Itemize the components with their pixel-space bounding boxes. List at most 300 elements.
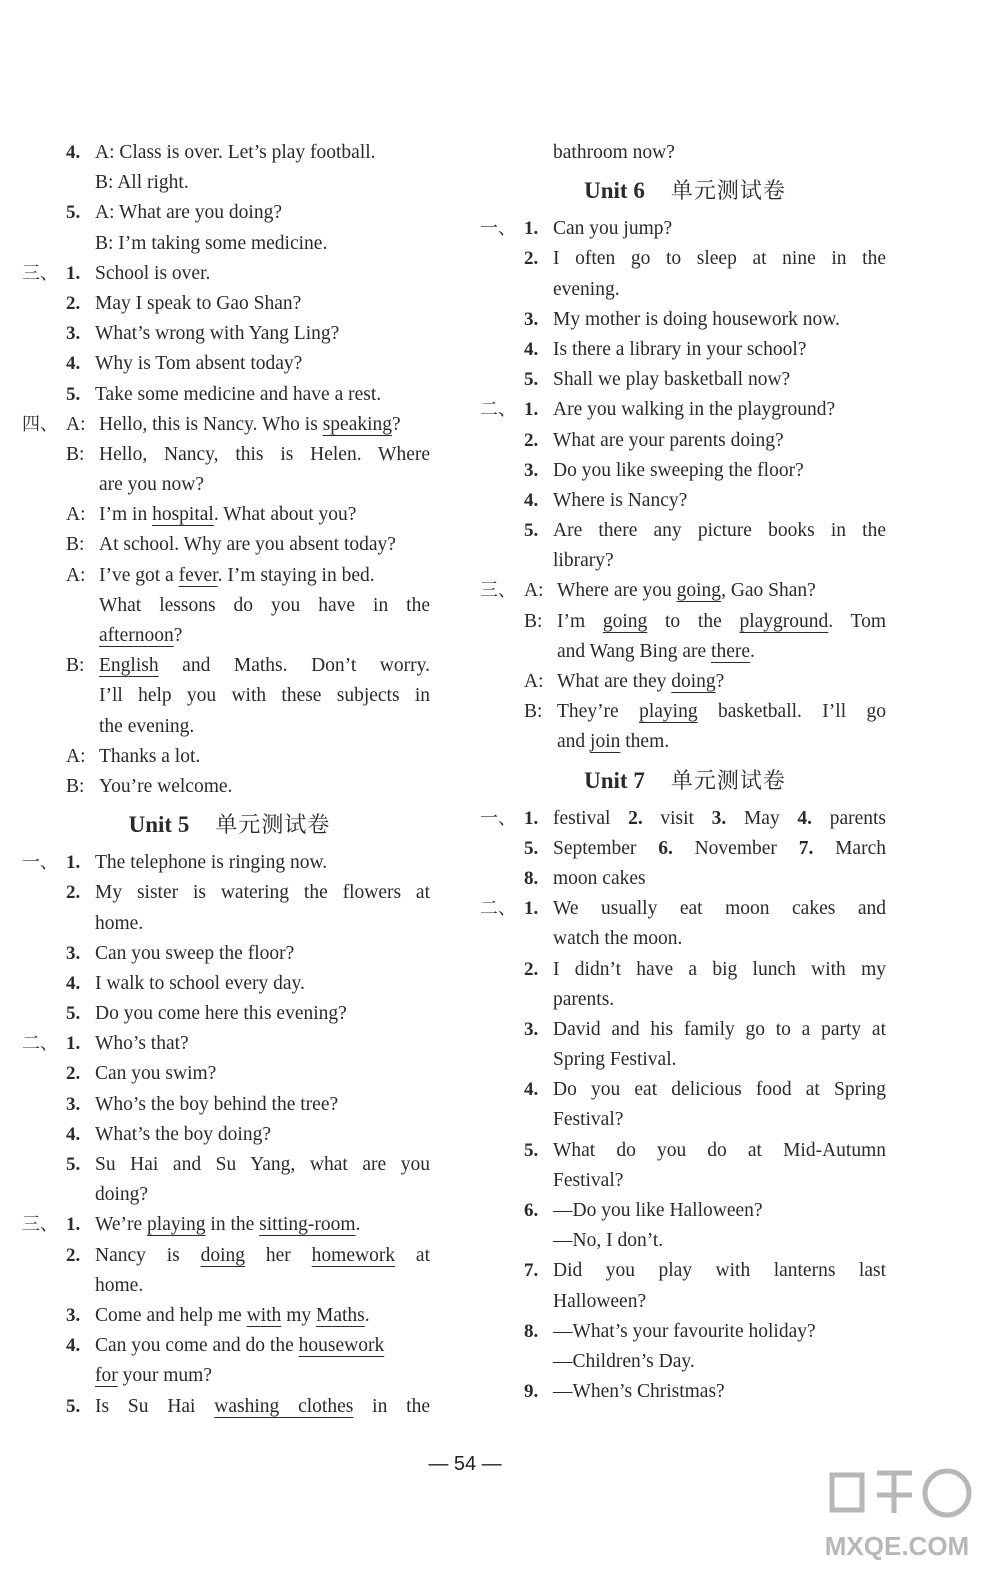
answer-text [95, 289, 301, 319]
answer-line [480, 335, 890, 365]
section-marker: 一、 [480, 807, 516, 829]
answer-text [95, 1392, 430, 1422]
text-fragment: You’re welcome. [99, 775, 233, 797]
answer-text [99, 681, 430, 711]
text-fragment: I walk to school every day. [95, 972, 305, 994]
item-number: 6. [658, 837, 673, 859]
answer-line [480, 426, 890, 456]
answer-line [22, 848, 437, 878]
text-fragment: May [726, 807, 798, 829]
page-number: — 54 — [428, 1453, 502, 1475]
answer-line [22, 1241, 437, 1271]
text-fragment: Can you jump? [553, 218, 673, 240]
answer-text [99, 591, 430, 621]
item-number: 4. [797, 807, 813, 829]
item-number: 6. [524, 1200, 539, 1221]
answer-blank: playing [639, 701, 698, 723]
answer-text [553, 456, 804, 486]
answer-line [22, 500, 437, 530]
answer-line [22, 440, 437, 470]
answer-line [480, 697, 890, 727]
text-fragment: . Tom [828, 610, 886, 632]
answer-line [480, 1015, 890, 1045]
text-fragment: I’ve got a [99, 564, 179, 586]
answer-blank: there [711, 640, 751, 662]
text-fragment: March [813, 837, 886, 859]
answer-text [99, 470, 204, 500]
answer-text [95, 1331, 384, 1361]
answer-line [480, 516, 890, 546]
text-fragment: —Children’s Day. [553, 1350, 695, 1372]
item-number: 1. [66, 262, 81, 284]
text-fragment: . I’m staying in bed. [217, 564, 375, 586]
item-number: 3. [66, 1304, 81, 1326]
text-fragment: We usually eat moon cakes and [553, 898, 886, 920]
answer-text [95, 939, 294, 969]
text-fragment: at [395, 1244, 430, 1266]
answer-line [22, 1271, 437, 1301]
unit-title: Unit 5 [128, 812, 190, 838]
answer-text [95, 1271, 143, 1301]
text-fragment: September [553, 837, 659, 859]
section-marker: 一、 [22, 852, 58, 874]
section-marker: 二、 [22, 1033, 58, 1055]
text-fragment: I’ll help you with these subjects in [99, 685, 430, 707]
answer-line [480, 1136, 890, 1166]
answer-text [553, 275, 620, 305]
text-fragment: I often go to sleep at nine in the [553, 248, 886, 270]
answer-blank: playing [147, 1214, 206, 1236]
text-fragment: parents [812, 807, 886, 829]
answer-text [95, 969, 305, 999]
answer-line [22, 681, 437, 711]
text-fragment: home. [95, 1274, 144, 1296]
item-number: 1. [66, 1214, 81, 1236]
answer-text [553, 426, 784, 456]
answer-line [480, 576, 890, 606]
text-fragment: Do you eat delicious food at Spring [553, 1079, 886, 1101]
watermark-text: MXQE.COM [824, 1531, 970, 1561]
item-number: 5. [66, 1154, 81, 1175]
text-fragment: B: All right. [95, 172, 189, 194]
item-number: 7. [798, 837, 814, 859]
answer-blank: afternoon [99, 625, 174, 646]
answer-line [22, 939, 437, 969]
text-fragment: I didn’t have a big lunch with my [553, 958, 886, 980]
answer-blank: playground [739, 610, 829, 632]
answer-blank: going [602, 610, 648, 632]
answer-line [22, 999, 437, 1029]
answer-blank: doing [671, 671, 716, 692]
item-number: 8. [524, 867, 539, 889]
answer-text [95, 168, 189, 198]
text-fragment: A: Class is over. Let’s play football. [95, 142, 376, 163]
text-fragment: School is over. [95, 262, 211, 284]
answer-text [95, 138, 376, 168]
answer-blank: English [99, 655, 159, 677]
item-number: 2. [524, 429, 539, 451]
speaker-label: A: [66, 504, 86, 526]
answer-line [480, 1166, 890, 1196]
item-number: 2. [628, 807, 643, 829]
answer-line [22, 1210, 437, 1240]
speaker-label: A: [66, 564, 86, 586]
answer-text [95, 848, 327, 878]
answer-text [99, 651, 430, 681]
text-fragment: . [750, 640, 755, 662]
unit-title-cn: 单元测试卷 [670, 179, 786, 205]
answer-line [22, 561, 437, 591]
right-column [480, 138, 890, 1407]
item-number: 5. [66, 1003, 81, 1025]
answer-line [480, 395, 890, 425]
answer-text [553, 486, 687, 516]
answer-text [553, 1196, 763, 1226]
answer-line [480, 365, 890, 395]
text-fragment: Did you play with lanterns last [553, 1260, 886, 1282]
item-number: 1. [66, 852, 81, 874]
answer-text [553, 1226, 663, 1256]
section-marker: 二、 [480, 898, 516, 920]
item-number: 4. [524, 1079, 539, 1101]
section-heading [480, 758, 890, 804]
item-number: 3. [66, 942, 81, 964]
answer-text [99, 440, 430, 470]
text-fragment: evening. [553, 278, 620, 300]
text-fragment: the evening. [99, 715, 195, 737]
unit-title-cn: 单元测试卷 [670, 768, 786, 794]
answer-text [95, 1150, 430, 1180]
item-number: 1. [524, 898, 539, 920]
text-fragment: May I speak to Gao Shan? [95, 292, 302, 314]
text-fragment: At school. Why are you absent today? [99, 534, 396, 556]
text-fragment: ? [392, 413, 401, 435]
answer-blank: Maths [315, 1304, 365, 1326]
answer-text [95, 259, 210, 289]
answer-line [22, 289, 437, 319]
section-marker: 四、 [22, 413, 58, 435]
answer-text [95, 1301, 370, 1331]
item-number: 4. [524, 489, 539, 511]
answer-line [22, 1120, 437, 1150]
answer-text [553, 1045, 677, 1075]
text-fragment: them. [620, 731, 670, 753]
text-fragment: . [364, 1304, 370, 1326]
answer-line [22, 878, 437, 908]
item-number: 3. [66, 323, 81, 345]
answer-line [480, 546, 890, 576]
text-fragment: —Do you like Halloween? [553, 1200, 763, 1221]
answer-text [553, 1105, 623, 1135]
text-fragment: Who’s that? [95, 1033, 189, 1055]
answer-text [99, 712, 194, 742]
text-fragment: bathroom now? [553, 142, 675, 163]
text-fragment: Do you like sweeping the floor? [553, 459, 804, 481]
answer-text [99, 410, 401, 440]
item-number: 2. [66, 882, 81, 904]
answer-blank: for [95, 1365, 118, 1387]
text-fragment: Halloween? [553, 1290, 647, 1312]
answer-text [557, 637, 755, 667]
item-number: 3. [524, 459, 539, 481]
item-number: 4. [66, 1123, 81, 1145]
answer-line [22, 259, 437, 289]
left-column [22, 138, 437, 1422]
answer-text [99, 772, 232, 802]
answer-text [99, 561, 375, 591]
answer-line [480, 1287, 890, 1317]
text-fragment: in the [205, 1214, 260, 1236]
item-number: 9. [524, 1381, 539, 1403]
answer-line [22, 742, 437, 772]
section-heading [480, 168, 890, 214]
answer-line [480, 1317, 890, 1347]
answer-line [22, 1090, 437, 1120]
answer-text [553, 214, 672, 244]
text-fragment: home. [95, 912, 144, 934]
answer-line [480, 864, 890, 894]
answer-text [553, 1347, 695, 1377]
answer-line [480, 305, 890, 335]
answer-text [553, 1166, 623, 1196]
answer-line [480, 1377, 890, 1407]
text-fragment: Do you come here this evening? [95, 1003, 347, 1025]
answer-text [553, 1377, 725, 1407]
section-marker: 三、 [480, 580, 516, 602]
answer-text [553, 365, 790, 395]
answer-blank: washing clothes [214, 1395, 354, 1417]
answer-line [22, 470, 437, 500]
text-fragment: ? [173, 625, 183, 646]
answer-line [22, 909, 437, 939]
answer-line [480, 1347, 890, 1377]
answer-line [480, 138, 890, 168]
section-heading [22, 802, 437, 848]
text-fragment: moon cakes [553, 867, 646, 889]
text-fragment: Why is Tom absent today? [95, 353, 303, 375]
answer-line [22, 1180, 437, 1210]
answer-text [553, 894, 886, 924]
item-number: 3. [711, 807, 727, 829]
item-number: 5. [524, 837, 539, 859]
answer-line [480, 1075, 890, 1105]
answer-text [95, 1361, 212, 1391]
answer-text [553, 804, 886, 834]
item-number: 1. [66, 1033, 81, 1055]
answer-line [480, 834, 890, 864]
answer-text [553, 924, 682, 954]
answer-text [553, 834, 886, 864]
text-fragment: Is there a library in your school? [553, 338, 807, 360]
text-fragment: —When’s Christmas? [553, 1381, 725, 1403]
answer-text [553, 395, 835, 425]
speaker-label: B: [66, 655, 85, 677]
text-fragment: my [281, 1304, 316, 1326]
speaker-label: B: [524, 701, 543, 723]
text-fragment: Can you swim? [95, 1063, 217, 1085]
text-fragment: What are they [557, 671, 672, 692]
answer-line [22, 1301, 437, 1331]
text-fragment: . What about you? [213, 504, 357, 526]
item-number: 5. [66, 202, 81, 224]
speaker-label: A: [524, 580, 544, 602]
item-number: 5. [524, 1139, 539, 1161]
text-fragment: My mother is doing housework now. [553, 308, 840, 330]
answer-text [99, 621, 182, 651]
text-fragment: are you now? [99, 474, 205, 496]
speaker-label: A: [66, 413, 86, 435]
answer-blank: doing [200, 1244, 246, 1266]
answer-text [553, 985, 614, 1015]
answer-line [480, 244, 890, 274]
item-number: 2. [524, 958, 539, 980]
text-fragment: November [672, 837, 799, 859]
text-fragment: and Maths. Don’t worry. [158, 655, 430, 677]
answer-text [95, 1180, 148, 1210]
item-number: 4. [66, 972, 81, 994]
answer-blank: homework [311, 1244, 396, 1266]
answer-text [99, 742, 200, 772]
text-fragment: Festival? [553, 1169, 624, 1191]
text-fragment: B: I’m taking some medicine. [95, 232, 328, 254]
answer-line [22, 1392, 437, 1422]
text-fragment: Where is Nancy? [553, 489, 688, 511]
item-number: 7. [524, 1260, 539, 1282]
text-fragment: We’re [95, 1214, 148, 1236]
text-fragment: Can you come and do the [95, 1335, 299, 1357]
text-fragment: What lessons do you have in the [99, 594, 430, 616]
item-number: 5. [66, 1395, 81, 1417]
text-fragment: and [557, 731, 591, 753]
item-number: 8. [524, 1320, 539, 1342]
text-fragment: parents. [553, 988, 615, 1010]
section-marker: 三、 [22, 1214, 58, 1236]
text-fragment: Festival? [553, 1109, 624, 1131]
answer-line [22, 651, 437, 681]
text-fragment: Where are you [557, 580, 677, 602]
item-number: 2. [66, 1244, 81, 1266]
answer-line [22, 198, 437, 228]
answer-blank: with [246, 1304, 282, 1326]
item-number: 4. [66, 353, 81, 375]
answer-text [95, 909, 143, 939]
answer-line [22, 168, 437, 198]
unit-title: Unit 7 [584, 767, 645, 793]
text-fragment: basketball. I’ll go [697, 701, 886, 723]
item-number: 1. [524, 807, 539, 829]
text-fragment: David and his family go to a party at [553, 1018, 886, 1040]
text-fragment: doing? [95, 1184, 149, 1206]
answer-line [480, 1226, 890, 1256]
item-number: 2. [66, 1063, 81, 1085]
answer-text [553, 516, 886, 546]
answer-line [480, 214, 890, 244]
item-number: 5. [66, 383, 81, 405]
item-number: 5. [524, 520, 539, 542]
item-number: 4. [66, 142, 81, 163]
answer-text [557, 697, 886, 727]
answer-line [22, 229, 437, 259]
text-fragment: watch the moon. [553, 928, 683, 950]
text-fragment: Hello, Nancy, this is Helen. Where [99, 443, 430, 465]
answer-text [553, 1075, 886, 1105]
answer-line [480, 1196, 890, 1226]
answer-blank: hospital [152, 504, 214, 526]
answer-line [22, 1029, 437, 1059]
text-fragment: Is Su Hai [95, 1395, 215, 1417]
answer-text [553, 546, 614, 576]
text-fragment: to the [647, 610, 740, 632]
speaker-label: A: [524, 671, 544, 692]
unit-title: Unit 6 [584, 178, 645, 204]
answer-line [480, 1045, 890, 1075]
item-number: 2. [66, 292, 81, 314]
section-marker: 二、 [480, 399, 516, 421]
section-marker: 一、 [480, 218, 516, 240]
answer-text [553, 1317, 816, 1347]
answer-line [480, 804, 890, 834]
answer-line [22, 621, 437, 651]
answer-line [22, 1059, 437, 1089]
answer-blank: housework [298, 1335, 385, 1357]
answer-text [95, 999, 347, 1029]
answer-line [480, 1105, 890, 1135]
answer-text [95, 1059, 216, 1089]
answer-line [480, 894, 890, 924]
answer-line [22, 1361, 437, 1391]
watermark-logo [812, 1455, 982, 1575]
text-fragment: Take some medicine and have a rest. [95, 383, 382, 405]
answer-line [22, 138, 437, 168]
answer-text [557, 576, 816, 606]
text-fragment: Come and help me [95, 1304, 247, 1326]
answer-text [553, 335, 806, 365]
answer-line [480, 1256, 890, 1286]
item-number: 5. [524, 369, 539, 391]
answer-text [553, 955, 886, 985]
answer-line [22, 410, 437, 440]
text-fragment: her [245, 1244, 312, 1266]
answer-text [553, 1136, 886, 1166]
answer-text [95, 349, 302, 379]
text-fragment: They’re [557, 701, 640, 723]
text-fragment: What are your parents doing? [553, 429, 784, 451]
answer-blank: sitting-room [259, 1214, 356, 1236]
text-fragment: The telephone is ringing now. [95, 852, 328, 874]
speaker-label: A: [66, 745, 86, 767]
text-fragment: . [355, 1214, 361, 1236]
answer-line [480, 275, 890, 305]
answer-line [22, 1150, 437, 1180]
answer-text [99, 530, 396, 560]
text-fragment: Can you sweep the floor? [95, 942, 295, 964]
answer-line [22, 969, 437, 999]
section-marker: 三、 [22, 262, 58, 284]
answer-text [553, 1256, 886, 1286]
answer-text [553, 864, 646, 894]
text-fragment: and Wang Bing are [557, 640, 712, 662]
text-fragment: Who’s the boy behind the tree? [95, 1093, 339, 1115]
item-number: 4. [524, 338, 539, 360]
text-fragment: festival [553, 807, 629, 829]
answer-text [557, 727, 669, 757]
text-fragment: My sister is watering the flowers at [95, 882, 430, 904]
answer-text [553, 244, 886, 274]
text-fragment: What’s the boy doing? [95, 1123, 272, 1145]
text-fragment: Spring Festival. [553, 1049, 677, 1071]
answer-text [95, 1241, 430, 1271]
item-number: 3. [524, 1018, 539, 1040]
